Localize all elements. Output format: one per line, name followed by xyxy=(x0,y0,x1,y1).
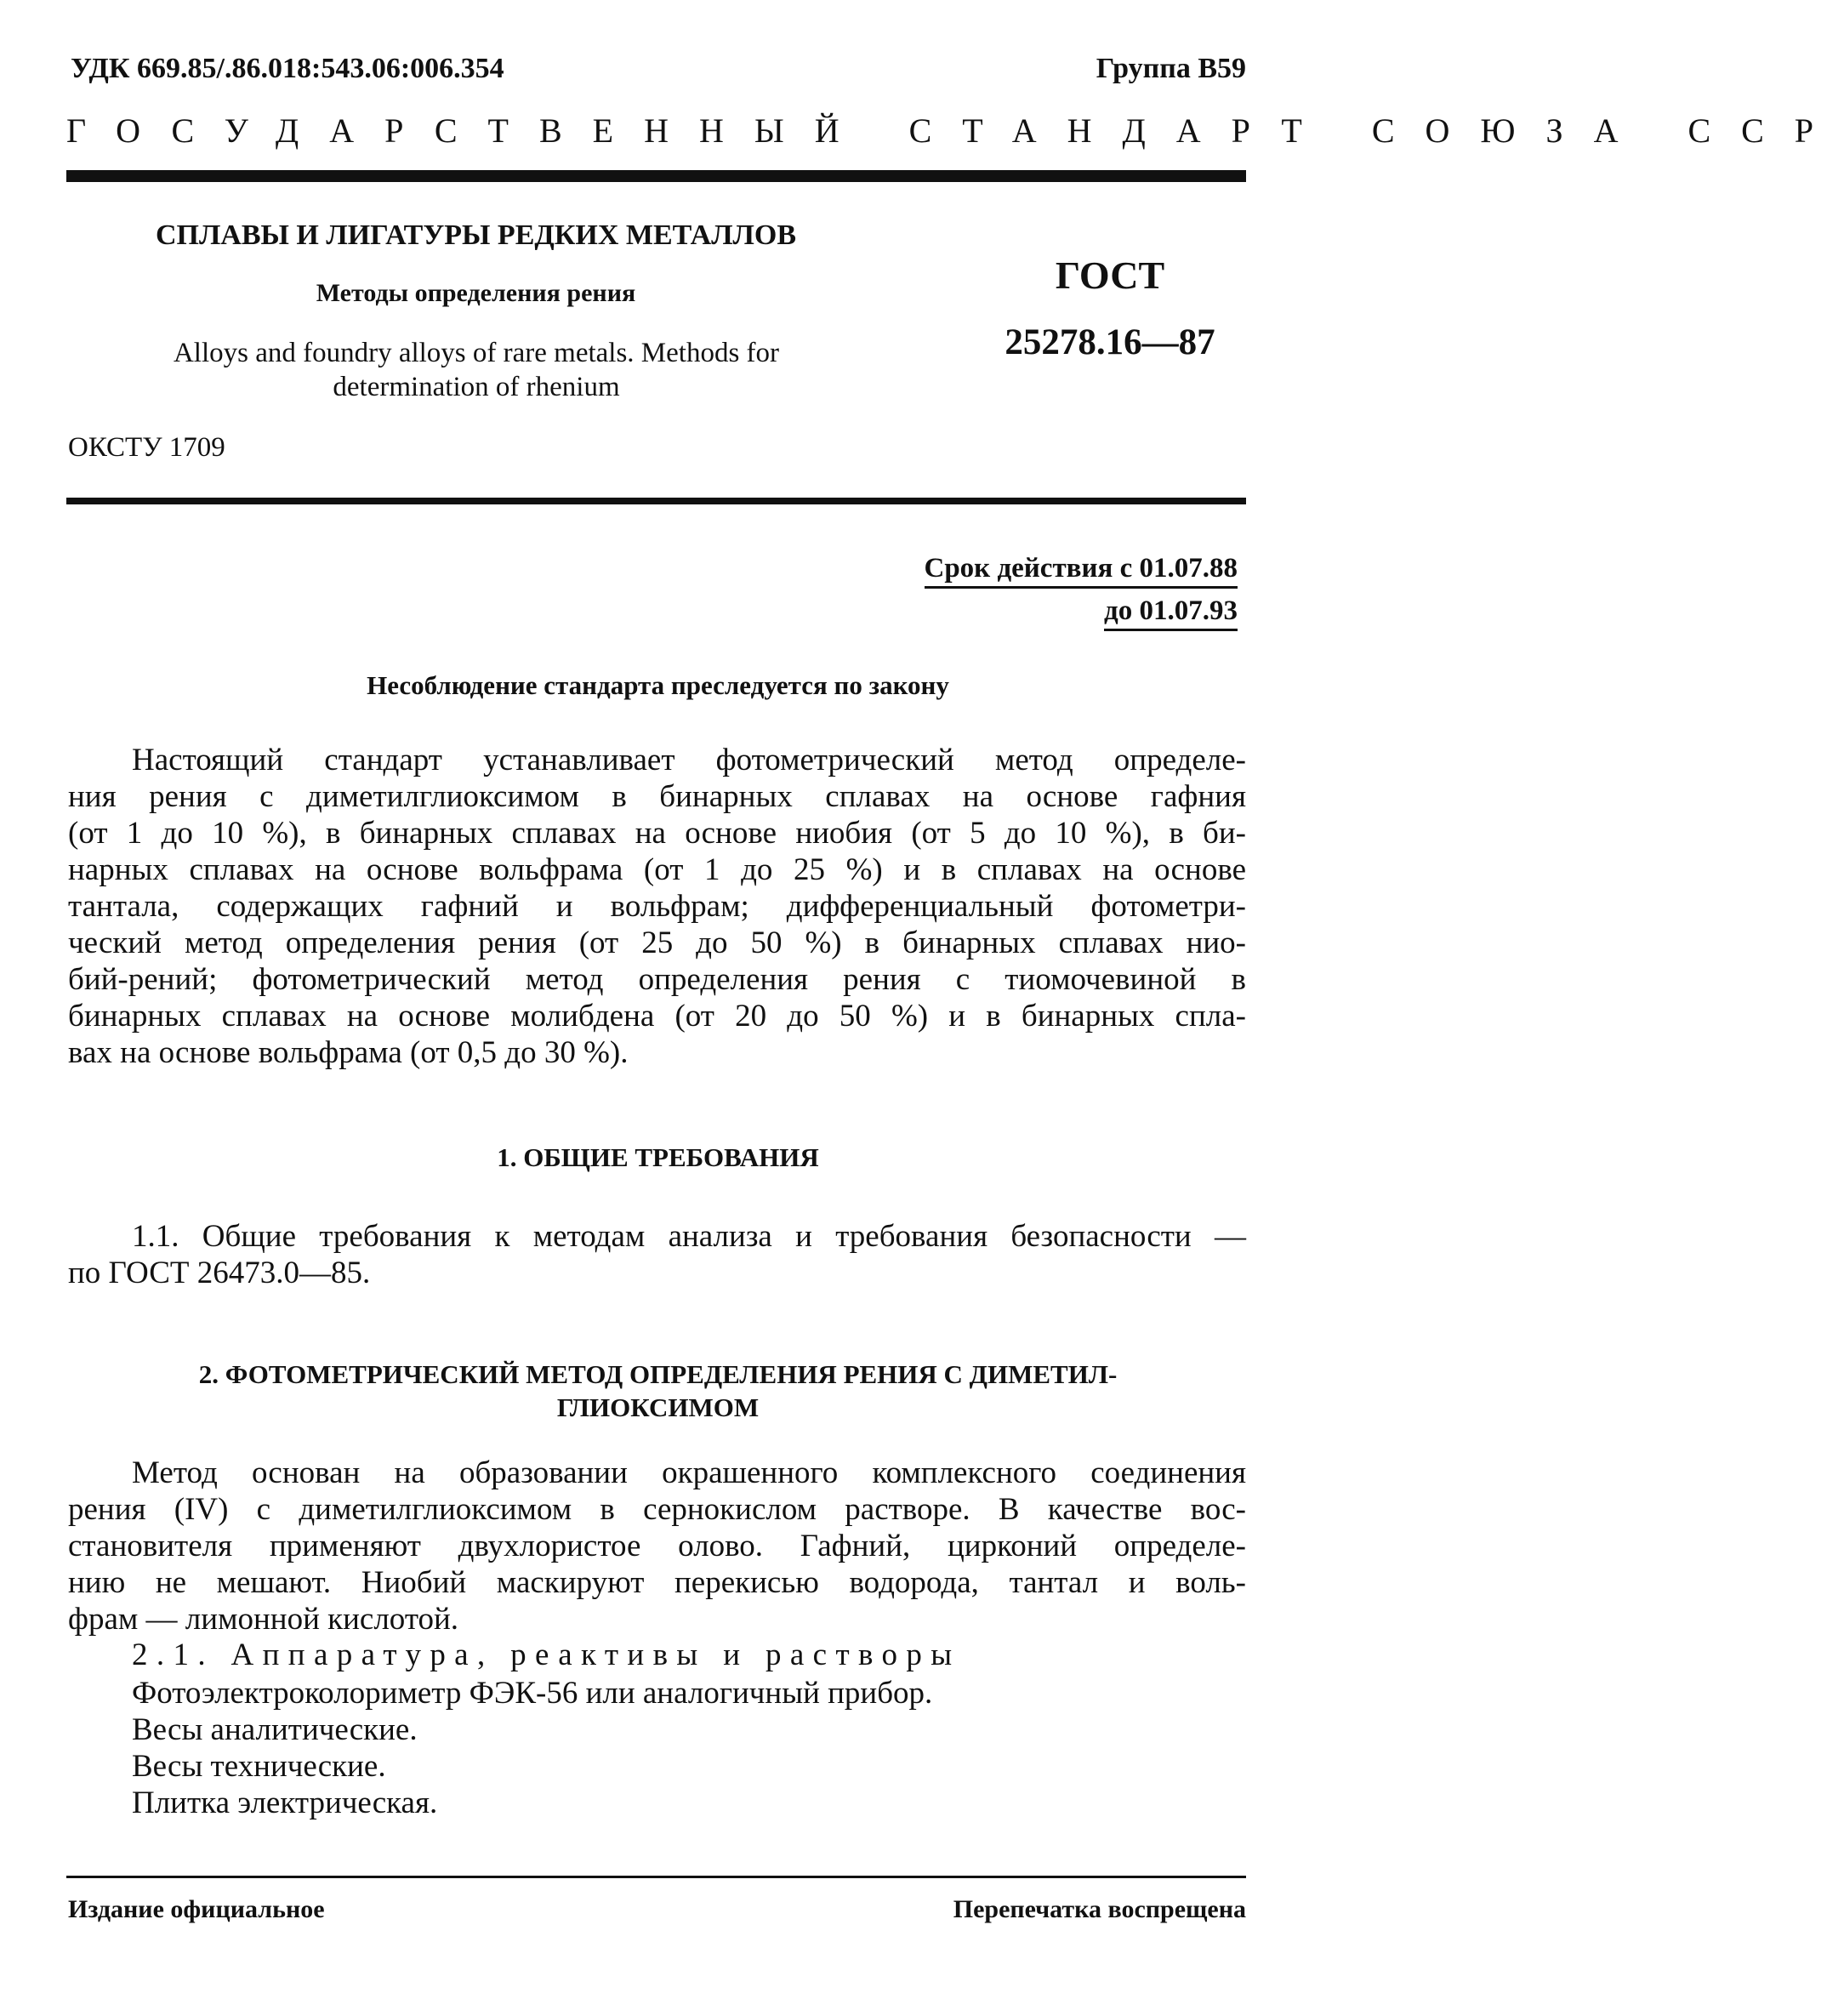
list-item: Плитка электрическая. xyxy=(132,1785,438,1820)
title-rule xyxy=(66,498,1246,504)
intro-line: Настоящий стандарт устанавливает фотометрический метод определе- xyxy=(132,743,1246,777)
intro-line: ния рения с диметилглиоксимом в бинарных сплавах на основе гафния xyxy=(68,779,1246,814)
legal-notice: Несоблюдение стандарта преследуется по закону xyxy=(367,670,949,700)
section-1-heading: 1. ОБЩИЕ ТРЕБОВАНИЯ xyxy=(497,1142,819,1172)
english-title-line-2: determination of rhenium xyxy=(333,372,620,402)
intro-line: вах на основе вольфрама (от 0,5 до 30 %). xyxy=(68,1035,629,1070)
section-1-paragraph-line: по ГОСТ 26473.0—85. xyxy=(68,1256,371,1290)
okstu-code: ОКСТУ 1709 xyxy=(68,432,225,463)
top-thick-rule xyxy=(66,170,1246,182)
footer-rule xyxy=(66,1876,1246,1878)
subsection-2-1-heading: 2.1. Аппаратура, реактивы и растворы xyxy=(132,1637,961,1672)
footer-reprint-prohibited: Перепечатка воспрещена xyxy=(953,1895,1246,1923)
section-2-paragraph-line: Метод основан на образовании окрашенного комплексного соединения xyxy=(132,1455,1246,1490)
document-title: СПЛАВЫ И ЛИГАТУРЫ РЕДКИХ МЕТАЛЛОВ xyxy=(155,219,797,251)
list-item: Весы аналитические. xyxy=(132,1712,418,1747)
section-2-paragraph-line: фрам — лимонной кислотой. xyxy=(68,1602,459,1637)
list-item: Фотоэлектроколориметр ФЭК-56 или аналогичный прибор. xyxy=(132,1676,933,1711)
group-code: Группа В59 xyxy=(1096,53,1246,84)
list-item: Весы технические. xyxy=(132,1749,386,1784)
standard-banner: ГОСУДАРСТВЕННЫЙ СТАНДАРТ СОЮЗА ССР xyxy=(66,111,1844,150)
section-1-paragraph-line: 1.1. Общие требования к методам анализа и требования безопасности — xyxy=(132,1219,1246,1254)
english-title-line-1: Alloys and foundry alloys of rare metals. Methods for xyxy=(173,338,780,368)
intro-line: (от 1 до 10 %), в бинарных сплавах на основе ниобия (от 5 до 10 %), в би- xyxy=(68,816,1246,851)
intro-line: бий-рений; фотометрический метод определения рения с тиомочевиной в xyxy=(68,962,1246,997)
footer-official-edition: Издание официальное xyxy=(68,1895,325,1923)
udk-code: УДК 669.85/.86.018:543.06:006.354 xyxy=(71,53,504,84)
section-2-paragraph-line: рения (IV) с диметилглиоксимом в сернокислом растворе. В качестве вос- xyxy=(68,1492,1246,1527)
intro-line: ческий метод определения рения (от 25 до 50 %) в бинарных сплавах нио- xyxy=(68,925,1246,960)
section-2-heading-line-1: 2. ФОТОМЕТРИЧЕСКИЙ МЕТОД ОПРЕДЕЛЕНИЯ РЕНИЯ С ДИМЕТИЛ- xyxy=(198,1359,1118,1389)
section-2-heading-line-2: ГЛИОКСИМОМ xyxy=(556,1392,760,1422)
intro-line: бинарных сплавах на основе молибдена (от 20 до 50 %) и в бинарных спла- xyxy=(68,999,1246,1034)
gost-label: ГОСТ xyxy=(1055,253,1165,297)
section-2-paragraph-line: нию не мешают. Ниобий маскируют перекисью водорода, тантал и воль- xyxy=(68,1565,1246,1600)
intro-line: нарных сплавах на основе вольфрама (от 1 до 25 %) и в сплавах на основе xyxy=(68,852,1246,887)
validity-from: Срок действия с 01.07.88 xyxy=(925,553,1238,589)
section-2-paragraph-line: становителя применяют двухлористое олово. Гафний, цирконий определе- xyxy=(68,1529,1246,1563)
intro-line: тантала, содержащих гафний и вольфрам; дифференциальный фотометри- xyxy=(68,889,1246,924)
document-subtitle: Методы определения рения xyxy=(316,279,636,307)
validity-to: до 01.07.93 xyxy=(1104,595,1238,631)
gost-number: 25278.16—87 xyxy=(1005,322,1215,362)
